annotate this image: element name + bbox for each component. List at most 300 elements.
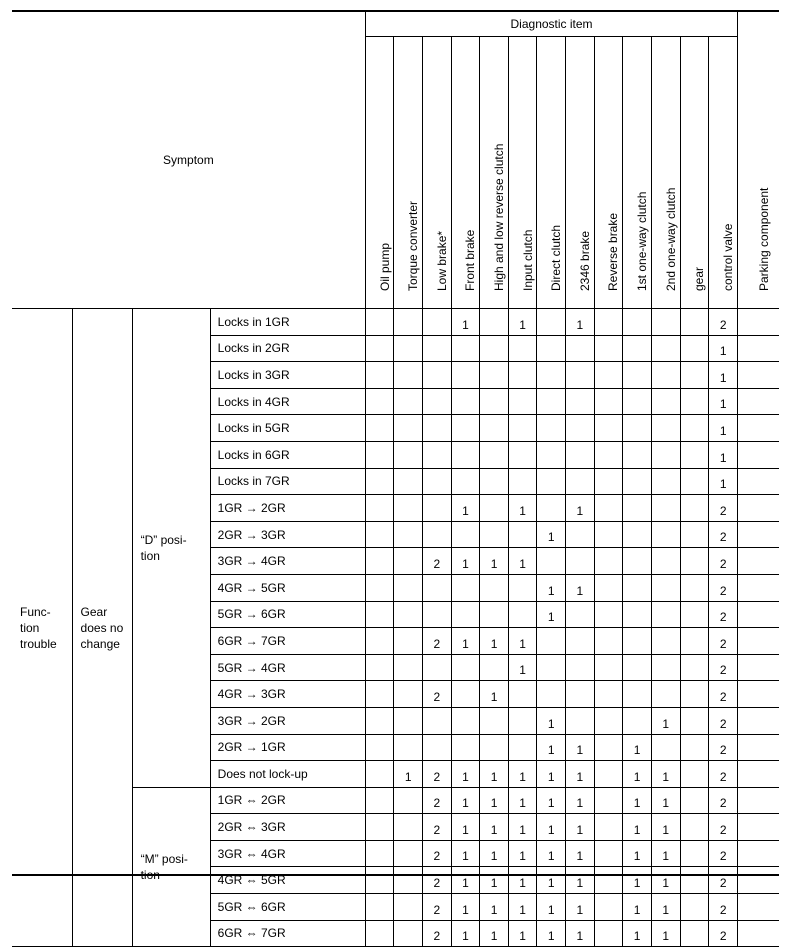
value-cell [451,335,480,362]
value-cell [680,867,709,894]
value-cell [566,362,595,389]
symptom-cell: 6GR ⇔ 7GR [210,920,365,947]
value-cell [623,707,652,734]
value-cell [566,654,595,681]
value-cell [508,388,537,415]
value-cell [394,521,423,548]
value-cell [738,787,779,814]
value-cell [423,415,452,442]
value-cell [365,574,394,601]
column-header [508,37,537,309]
value-cell: 1 [508,628,537,655]
value-cell: 1 [508,654,537,681]
value-cell [365,441,394,468]
value-cell: 2 [423,628,452,655]
value-cell [623,335,652,362]
value-cell [680,441,709,468]
column-label: Low brake* [434,230,449,291]
value-cell [365,521,394,548]
value-cell [566,681,595,708]
column-label: Front brake [463,229,478,291]
value-cell [623,548,652,575]
symptom-cell: 4GR ⇔ 5GR [210,867,365,894]
value-cell [623,441,652,468]
column-label: 1st one-way clutch [635,191,650,291]
value-cell: 1 [508,920,537,947]
value-cell [480,362,509,389]
value-cell: 1 [537,734,566,761]
value-cell [394,468,423,495]
value-cell: 1 [480,548,509,575]
value-cell [680,734,709,761]
column-label: Torque converter [406,200,421,291]
value-cell [651,362,680,389]
symptom-cell: 3GR ⇔ 4GR [210,840,365,867]
value-cell [508,681,537,708]
value-cell [738,681,779,708]
value-cell [566,548,595,575]
symptom-cell: Locks in 4GR [210,388,365,415]
value-cell [623,601,652,628]
value-cell [537,362,566,389]
symptom-cell: 5GR ⇔ 6GR [210,894,365,921]
column-label: Oil pump [377,242,392,291]
value-cell [508,335,537,362]
value-cell: 1 [651,867,680,894]
value-cell [423,574,452,601]
value-cell: 1 [537,894,566,921]
value-cell: 1 [566,867,595,894]
value-cell: 1 [451,814,480,841]
value-cell [651,441,680,468]
group-m-position: “M” posi- tion [132,787,210,947]
value-cell [680,495,709,522]
value-cell [680,468,709,495]
value-cell: 1 [451,920,480,947]
value-cell [394,601,423,628]
value-cell: 1 [623,894,652,921]
value-cell [365,628,394,655]
value-cell [566,415,595,442]
column-label: Direct clutch [549,224,564,291]
symptom-cell: 2GR → 1GR [210,734,365,761]
value-cell [738,867,779,894]
value-cell [365,548,394,575]
column-header [365,37,394,309]
value-cell [365,761,394,788]
value-cell: 2 [423,867,452,894]
value-cell [365,734,394,761]
value-cell: 1 [508,309,537,336]
value-cell [365,787,394,814]
value-cell [480,388,509,415]
value-cell: 1 [537,840,566,867]
value-cell [738,920,779,947]
value-cell: 1 [709,468,738,495]
symptom-cell: 5GR → 4GR [210,654,365,681]
value-cell: 1 [537,761,566,788]
value-cell [594,574,623,601]
value-cell [365,840,394,867]
value-cell: 1 [709,415,738,442]
symptom-header [12,11,365,309]
value-cell [594,335,623,362]
value-cell [651,574,680,601]
value-cell: 2 [709,495,738,522]
symptom-cell: 2GR → 3GR [210,521,365,548]
value-cell [680,521,709,548]
value-cell [508,362,537,389]
value-cell: 2 [709,654,738,681]
column-header [594,37,623,309]
value-cell [394,309,423,336]
value-cell [738,840,779,867]
value-cell [651,628,680,655]
value-cell: 1 [651,920,680,947]
value-cell [680,894,709,921]
column-header [651,37,680,309]
value-cell [651,548,680,575]
value-cell [594,601,623,628]
column-header-parking [738,11,779,309]
column-label: High and low reverse clutch [492,143,507,291]
value-cell: 1 [623,920,652,947]
value-cell [394,894,423,921]
value-cell [623,495,652,522]
column-header [623,37,652,309]
value-cell: 1 [623,761,652,788]
value-cell [451,362,480,389]
value-cell [594,920,623,947]
value-cell [451,734,480,761]
value-cell [451,388,480,415]
column-label: Input clutch [520,229,535,291]
value-cell [566,601,595,628]
value-cell [394,495,423,522]
value-cell: 2 [709,521,738,548]
value-cell [651,521,680,548]
value-cell [537,309,566,336]
value-cell: 1 [480,787,509,814]
value-cell: 1 [651,761,680,788]
value-cell [394,415,423,442]
value-cell [451,707,480,734]
value-cell: 1 [480,920,509,947]
value-cell [423,654,452,681]
value-cell: 1 [480,761,509,788]
value-cell: 2 [709,601,738,628]
value-cell: 1 [537,574,566,601]
value-cell [451,468,480,495]
value-cell: 2 [709,787,738,814]
value-cell [451,441,480,468]
value-cell: 1 [566,734,595,761]
value-cell [738,441,779,468]
value-cell: 1 [537,707,566,734]
symptom-cell: Does not lock-up [210,761,365,788]
column-label: 2nd one-way clutch [663,187,678,291]
diagnostic-item-header [365,11,737,37]
value-cell: 2 [423,548,452,575]
value-cell [394,628,423,655]
value-cell: 2 [709,761,738,788]
value-cell: 1 [480,867,509,894]
value-cell: 1 [480,628,509,655]
value-cell [594,521,623,548]
value-cell [394,920,423,947]
value-cell [480,601,509,628]
value-cell [508,574,537,601]
value-cell: 2 [709,734,738,761]
value-cell [394,574,423,601]
value-cell [594,761,623,788]
value-cell [651,468,680,495]
value-cell [394,654,423,681]
value-cell [480,309,509,336]
column-header [680,37,709,309]
value-cell [537,441,566,468]
value-cell: 1 [537,521,566,548]
value-cell [680,309,709,336]
value-cell: 2 [709,681,738,708]
value-cell: 1 [537,601,566,628]
value-cell: 1 [451,309,480,336]
value-cell: 2 [423,787,452,814]
value-cell [594,415,623,442]
column-header [709,37,738,309]
value-cell [451,654,480,681]
value-cell [365,468,394,495]
value-cell [566,628,595,655]
value-cell: 1 [451,761,480,788]
value-cell [394,335,423,362]
value-cell: 1 [451,894,480,921]
value-cell: 1 [508,548,537,575]
value-cell [738,468,779,495]
value-cell [480,441,509,468]
value-cell: 1 [623,787,652,814]
value-cell [680,681,709,708]
value-cell: 1 [709,388,738,415]
value-cell [738,521,779,548]
value-cell [651,415,680,442]
value-cell [394,548,423,575]
value-cell [480,521,509,548]
value-cell: 1 [508,761,537,788]
value-cell: 1 [623,734,652,761]
group-d-position: “D” posi- tion [132,309,210,788]
value-cell: 1 [508,867,537,894]
value-cell: 1 [508,894,537,921]
value-cell: 1 [566,920,595,947]
value-cell [365,814,394,841]
value-cell [680,415,709,442]
table-header [12,11,779,309]
value-cell [623,574,652,601]
value-cell [680,787,709,814]
symptom-cell: 5GR → 6GR [210,601,365,628]
value-cell: 1 [566,574,595,601]
value-cell [651,335,680,362]
value-cell: 1 [566,840,595,867]
value-cell [594,707,623,734]
value-cell: 1 [480,840,509,867]
value-cell [738,548,779,575]
value-cell [738,894,779,921]
value-cell: 1 [623,840,652,867]
value-cell [537,654,566,681]
value-cell [594,681,623,708]
value-cell: 1 [566,309,595,336]
value-cell [394,681,423,708]
value-cell: 1 [451,840,480,867]
value-cell: 2 [423,761,452,788]
symptom-cell: 4GR → 5GR [210,574,365,601]
value-cell [623,388,652,415]
value-cell [365,920,394,947]
value-cell [651,681,680,708]
value-cell [594,867,623,894]
value-cell [480,734,509,761]
value-cell [537,468,566,495]
value-cell [651,309,680,336]
value-cell [594,441,623,468]
value-cell [394,840,423,867]
value-cell: 1 [537,867,566,894]
value-cell [394,867,423,894]
value-cell [623,521,652,548]
value-cell: 1 [394,761,423,788]
value-cell [480,574,509,601]
value-cell [423,335,452,362]
value-cell: 1 [566,761,595,788]
value-cell [594,388,623,415]
symptom-cell: 2GR ⇔ 3GR [210,814,365,841]
symptom-cell: Locks in 7GR [210,468,365,495]
value-cell [623,362,652,389]
value-cell [394,707,423,734]
value-cell: 2 [709,840,738,867]
value-cell [594,628,623,655]
value-cell [365,707,394,734]
value-cell [566,388,595,415]
value-cell [680,654,709,681]
value-cell [566,441,595,468]
value-cell: 1 [709,441,738,468]
value-cell [537,495,566,522]
value-cell: 1 [451,787,480,814]
diagnostic-table [12,10,779,947]
value-cell [738,707,779,734]
value-cell [365,495,394,522]
group-gear-no-change: Gear does no change [72,309,132,947]
value-cell [680,574,709,601]
value-cell [423,734,452,761]
diagnostic-item-label: Diagnostic item [510,17,593,31]
value-cell: 2 [709,628,738,655]
symptom-cell: 3GR → 4GR [210,548,365,575]
value-cell [738,574,779,601]
value-cell: 1 [451,495,480,522]
value-cell: 1 [508,840,537,867]
column-label: gear [692,266,707,291]
value-cell [508,521,537,548]
value-cell [508,415,537,442]
value-cell: 1 [566,894,595,921]
value-cell [623,681,652,708]
value-cell: 1 [508,814,537,841]
value-cell [365,388,394,415]
value-cell [423,388,452,415]
table-body [12,309,779,947]
value-cell [738,415,779,442]
value-cell [537,548,566,575]
symptom-cell: Locks in 3GR [210,362,365,389]
column-label: Parking component [756,187,771,291]
value-cell [508,468,537,495]
value-cell [594,814,623,841]
symptom-cell: 4GR → 3GR [210,681,365,708]
group-function-trouble: Func- tion trouble [12,309,72,947]
value-cell: 1 [651,840,680,867]
bottom-rule [12,874,779,876]
value-cell [623,468,652,495]
value-cell [738,495,779,522]
value-cell [651,495,680,522]
symptom-label: Symptom [163,153,214,167]
value-cell [423,441,452,468]
value-cell [394,388,423,415]
value-cell [451,601,480,628]
value-cell [365,335,394,362]
value-cell [537,335,566,362]
value-cell [423,601,452,628]
column-label: 2346 brake [577,230,592,291]
column-label: Reverse brake [606,212,621,291]
column-header [394,37,423,309]
value-cell [738,388,779,415]
value-cell: 2 [709,548,738,575]
value-cell [594,840,623,867]
value-cell [566,521,595,548]
column-header [480,37,509,309]
value-cell: 1 [451,628,480,655]
column-header [423,37,452,309]
value-cell [365,867,394,894]
value-cell [394,362,423,389]
value-cell: 1 [623,814,652,841]
value-cell [365,654,394,681]
value-cell [423,521,452,548]
value-cell: 1 [537,787,566,814]
value-cell: 1 [623,867,652,894]
value-cell [423,362,452,389]
value-cell [594,734,623,761]
value-cell: 1 [566,495,595,522]
value-cell: 1 [480,894,509,921]
value-cell [680,601,709,628]
value-cell: 2 [709,309,738,336]
value-cell: 1 [651,707,680,734]
symptom-cell: Locks in 2GR [210,335,365,362]
value-cell [394,441,423,468]
value-cell [680,548,709,575]
value-cell [480,654,509,681]
column-label: control valve [721,223,736,291]
value-cell: 1 [651,787,680,814]
value-cell [365,362,394,389]
value-cell [423,468,452,495]
